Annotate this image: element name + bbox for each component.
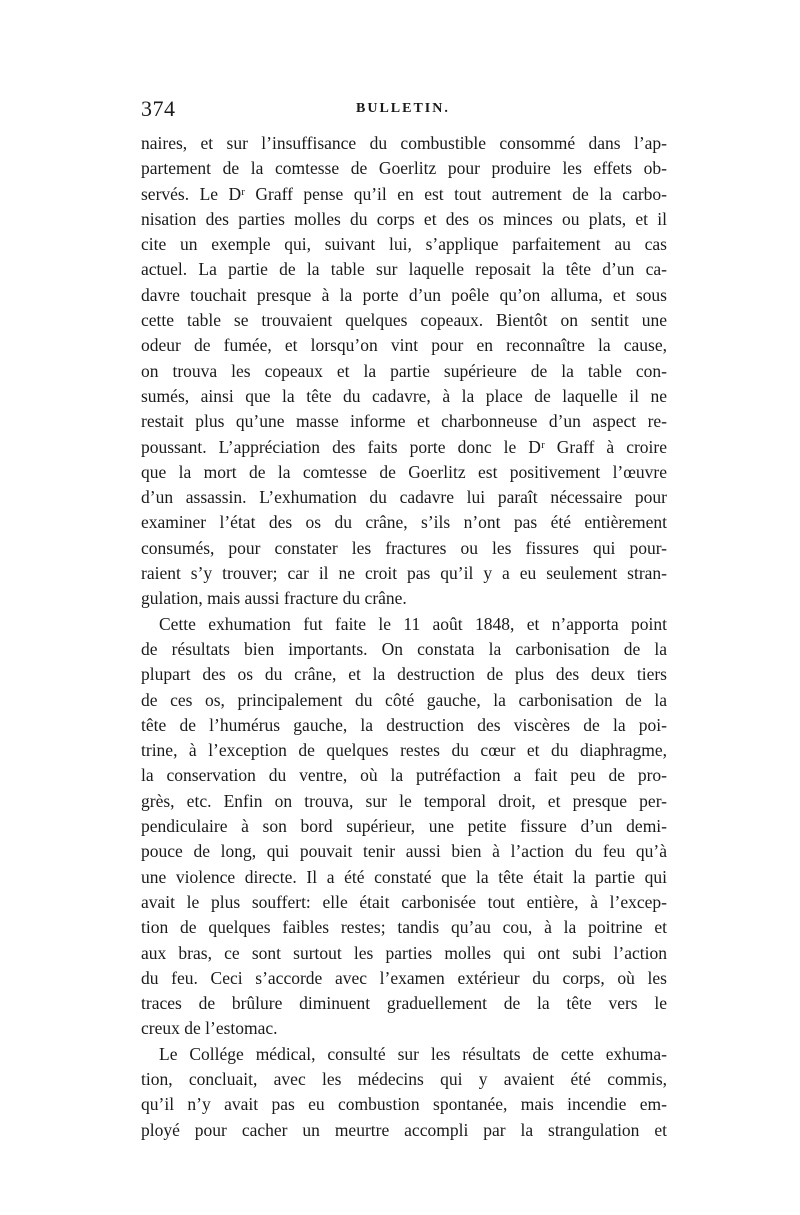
- page-header: [141, 96, 661, 124]
- text-line: cette table se trouvaient quelques copeaux. Bientôt on sentit une: [141, 310, 667, 331]
- text-line: une violence directe. Il a été constaté que la tête était la partie qui: [141, 866, 667, 887]
- text-line: nisation des parties molles du corps et des os minces ou plats, et il: [141, 208, 667, 229]
- text-line: on trouva les copeaux et la partie supérieure de la table con-: [141, 360, 667, 381]
- text-line: Le Collége médical, consulté sur les résultats de cette exhuma-: [159, 1043, 667, 1064]
- text-line: du feu. Ceci s’accorde avec l’examen extérieur du corps, où les: [141, 967, 667, 988]
- text-line: pouce de long, qui pouvait tenir aussi bien à l’action du feu qu’à: [141, 841, 667, 862]
- text-line: poussant. L’appréciation des faits porte donc le Dʳ Graff à croire: [141, 436, 667, 457]
- text-line: actuel. La partie de la table sur laquelle reposait la tête d’un ca-: [141, 259, 667, 280]
- text-line: naires, et sur l’insuffisance du combustible consommé dans l’ap-: [141, 133, 667, 153]
- text-line: trine, à l’exception de quelques restes du cœur et du diaphragme,: [141, 740, 667, 761]
- text-line: consumés, pour constater les fractures ou les fissures qui pour-: [141, 537, 667, 558]
- text-line: partement de la comtesse de Goerlitz pour produire les effets ob-: [141, 158, 667, 179]
- body-text: [141, 131, 667, 1143]
- text-line: sumés, ainsi que la tête du cadavre, à la place de laquelle il ne: [141, 385, 667, 406]
- text-line: cite un exemple qui, suivant lui, s’applique parfaitement au cas: [141, 234, 667, 255]
- text-line: gulation, mais aussi fracture du crâne.: [141, 588, 407, 609]
- text-line: d’un assassin. L’exhumation du cadavre lui paraît nécessaire pour: [141, 487, 667, 508]
- text-line: tête de l’humérus gauche, la destruction des viscères de la poi-: [141, 714, 667, 735]
- text-line: qu’il n’y avait pas eu combustion spontanée, mais incendie em-: [141, 1094, 667, 1115]
- text-line: raient s’y trouver; car il ne croit pas qu’il y a eu seulement stran-: [141, 563, 667, 584]
- text-line: creux de l’estomac.: [141, 1018, 278, 1039]
- text-line: plupart des os du crâne, et la destruction de plus des deux tiers: [141, 664, 667, 685]
- text-line: odeur de fumée, et lorsqu’on vint pour en reconnaître la cause,: [141, 335, 667, 356]
- text-line: que la mort de la comtesse de Goerlitz est positivement l’œuvre: [141, 461, 667, 482]
- text-line: tion de quelques faibles restes; tandis qu’au cou, à la poitrine et: [141, 917, 667, 938]
- text-line: traces de brûlure diminuent graduellement de la tête vers le: [141, 993, 667, 1014]
- text-line: avait le plus souffert: elle était carbonisée tout entière, à l’excep-: [141, 891, 667, 912]
- text-line: tion, concluait, avec les médecins qui y avaient été commis,: [141, 1068, 667, 1089]
- text-line: grès, etc. Enfin on trouva, sur le temporal droit, et presque per-: [141, 790, 667, 811]
- running-title: BULLETIN.: [356, 101, 450, 116]
- text-line: examiner l’état des os du crâne, s’ils n’ont pas été entièrement: [141, 512, 667, 533]
- text-line: ployé pour cacher un meurtre accompli par la strangulation et: [141, 1119, 667, 1140]
- text-line: Cette exhumation fut faite le 11 août 1848, et n’apporta point: [159, 613, 667, 634]
- text-line: davre touchait presque à la porte d’un poêle qu’on alluma, et sous: [141, 284, 667, 305]
- page-number: 374: [141, 96, 176, 121]
- text-line: la conservation du ventre, où la putréfaction a fait peu de pro-: [141, 765, 667, 786]
- text-line: de résultats bien importants. On constata la carbonisation de la: [141, 638, 667, 659]
- text-line: pendiculaire à son bord supérieur, une petite fissure d’un demi-: [141, 816, 667, 837]
- text-line: aux bras, ce sont surtout les parties molles qui ont subi l’action: [141, 942, 667, 963]
- text-line: de ces os, principalement du côté gauche, la carbonisation de la: [141, 689, 667, 710]
- text-line: servés. Le Dʳ Graff pense qu’il en est tout autrement de la carbo-: [141, 183, 667, 204]
- text-line: restait plus qu’une masse informe et charbonneuse d’un aspect re-: [141, 411, 667, 432]
